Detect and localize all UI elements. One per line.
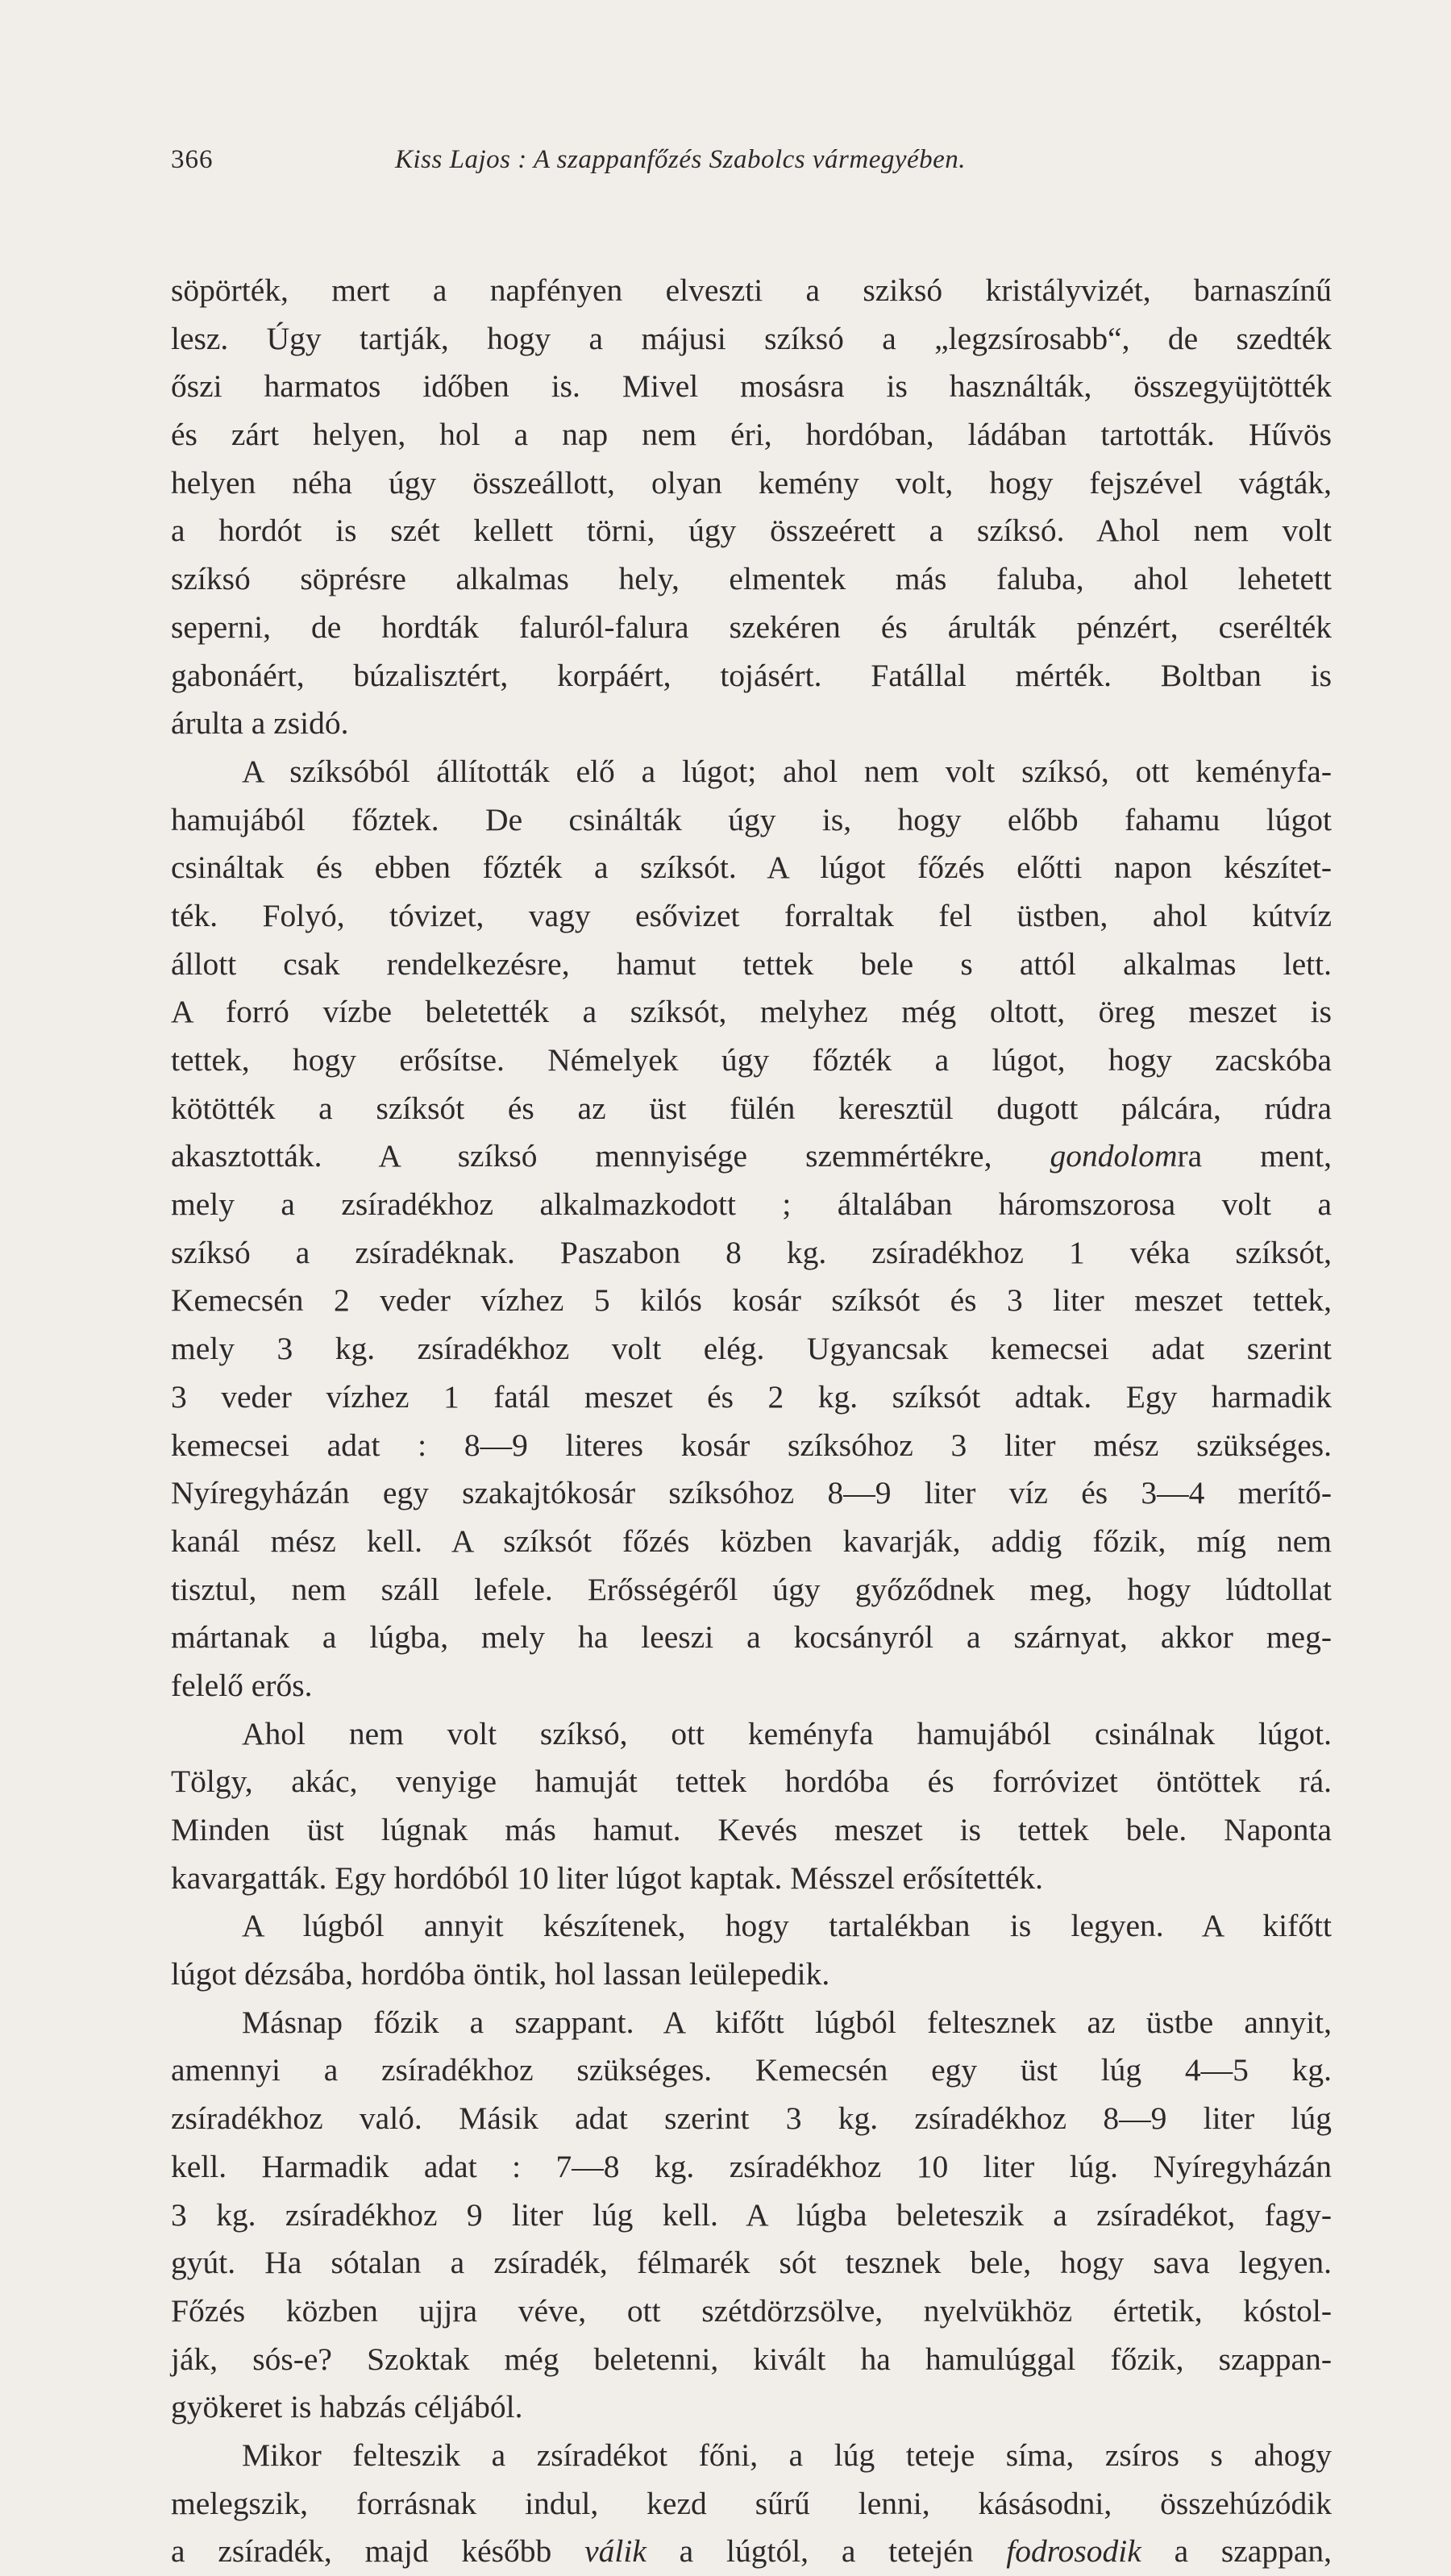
- text-line: kanál mész kell. A szíksót főzés közben kavarják, addig főzik, míg nem: [171, 1523, 1332, 1559]
- text-line: állott csak rendelkezésre, hamut tettek bele s attól alkalmas lett.: [171, 945, 1332, 982]
- text-line: Minden üst lúgnak más hamut. Kevés meszet is tettek bele. Naponta: [171, 1812, 1332, 1847]
- text-line: csináltak és ebben főzték a szíksót. A lúgot főzés előtti napon készítet-: [171, 850, 1332, 886]
- text-line: melegszik, forrásnak indul, kezd sűrű lenni, kásásodni, összehúzódik: [171, 2485, 1332, 2521]
- italic-word: gondolom: [1050, 1138, 1178, 1174]
- text-line: a hordót is szét kellett törni, úgy összeérett a szíksó. Ahol nem volt: [171, 513, 1332, 549]
- text-line: [171, 2528, 1332, 2576]
- text-line: tettek, hogy erősítse. Némelyek úgy főzték a lúgot, hogy zacskóba: [171, 1042, 1332, 1078]
- text-line: Mikor felteszik a zsíradékot főni, a lúg teteje síma, zsíros s ahogy: [242, 2437, 1332, 2473]
- text-line: helyen néha úgy összeállott, olyan kemény volt, hogy fejszével vágták,: [171, 464, 1332, 501]
- text-line: zsíradékhoz való. Másik adat szerint 3 kg. zsíradékhoz 8—9 liter lúg: [171, 2100, 1332, 2137]
- page-number: 366: [171, 145, 214, 174]
- running-head: Kiss Lajos : A szappanfőzés Szabolcs vármegyében.: [395, 145, 967, 174]
- text-line: Kemecsén 2 veder vízhez 5 kilós kosár szíksót és 3 liter meszet tettek,: [171, 1282, 1332, 1319]
- text-line: 3 kg. zsíradékhoz 9 liter lúg kell. A lúgba beleteszik a zsíradékot, fagy-: [171, 2196, 1332, 2233]
- text-line: seperni, de hordták faluról-falura szekéren és árulták pénzért, cserélték: [171, 609, 1332, 645]
- text-line: amennyi a zsíradékhoz szükséges. Kemecsén egy üst lúg 4—5 kg.: [171, 2052, 1332, 2088]
- italic-word: válik: [584, 2533, 647, 2570]
- text-line: mely a zsíradékhoz alkalmazkodott ; általában háromszorosa volt a: [171, 1186, 1332, 1223]
- text-segment: a zsíradék, majd később: [171, 2533, 585, 2570]
- italic-word: fodrosodik: [1006, 2533, 1141, 2570]
- text-line: tisztul, nem száll lefele. Erősségéről úgy győződnek meg, hogy lúdtollat: [171, 1571, 1332, 1607]
- text-line: kavargatták. Egy hordóból 10 liter lúgot kaptak. Mésszel erősítették.: [171, 1859, 1043, 1896]
- body-text: [171, 267, 1332, 2576]
- text-line: Főzés közben ujjra véve, ott szétdörzsölve, nyelvükhöz értetik, kóstol-: [171, 2292, 1332, 2329]
- text-line: kemecsei adat : 8—9 literes kosár szíksóhoz 3 liter mész szükséges.: [171, 1427, 1332, 1463]
- text-segment: a lúgtól, a tetején: [646, 2533, 1007, 2570]
- text-segment: akasztották. A szíksó mennyisége szemmértékre,: [171, 1138, 1050, 1174]
- text-line: lúgot dézsába, hordóba öntik, hol lassan leülepedik.: [171, 1956, 830, 1992]
- text-line: felelő erős.: [171, 1667, 313, 1703]
- text-line: Ahol nem volt szíksó, ott keményfa hamujából csinálnak lúgot.: [242, 1715, 1332, 1751]
- text-line: mártanak a lúgba, mely ha leeszi a kocsányról a szárnyat, akkor meg-: [171, 1619, 1332, 1656]
- text-line: gabonáért, búzalisztért, korpáért, tojásért. Fatállal mérték. Boltban is: [171, 657, 1332, 693]
- text-line: A forró vízbe beletették a szíksót, melyhez még oltott, öreg meszet is: [171, 994, 1332, 1030]
- text-line: szíksó söprésre alkalmas hely, elmentek más faluba, ahol lehetett: [171, 561, 1332, 597]
- text-segment: ra ment,: [1177, 1138, 1332, 1174]
- text-line: árulta a zsidó.: [171, 705, 349, 742]
- text-line: A lúgból annyit készítenek, hogy tartalékban is legyen. A kifőtt: [242, 1908, 1332, 1944]
- text-line: lesz. Úgy tartják, hogy a májusi szíksó a „legzsírosabb“, de szedték: [171, 320, 1332, 356]
- text-line: gyút. Ha sótalan a zsíradék, félmarék sót tesznek bele, hogy sava legyen.: [171, 2245, 1332, 2281]
- text-line: hamujából főztek. De csinálták úgy is, hogy előbb fahamu lúgot: [171, 801, 1332, 837]
- text-line: A szíksóból állították elő a lúgot; ahol nem volt szíksó, ott keményfa-: [242, 753, 1332, 789]
- text-line: kötötték a szíksót és az üst fülén keresztül dugott pálcára, rúdra: [171, 1090, 1332, 1126]
- text-line: söpörték, mert a napfényen elveszti a sziksó kristályvizét, barnaszínű: [171, 272, 1332, 308]
- text-line: gyökeret is habzás céljából.: [171, 2389, 523, 2425]
- text-line: Tölgy, akác, venyige hamuját tettek hordóba és forróvizet öntöttek rá.: [171, 1764, 1332, 1800]
- page-header: [171, 145, 1332, 193]
- text-line: ják, sós-e? Szoktak még beletenni, kivált ha hamulúggal főzik, szappan-: [171, 2341, 1332, 2377]
- text-line: mely 3 kg. zsíradékhoz volt elég. Ugyancsak kemecsei adat szerint: [171, 1331, 1332, 1367]
- text-line: őszi harmatos időben is. Mivel mosásra is használták, összegyüjtötték: [171, 368, 1332, 405]
- text-line: [171, 1132, 1332, 1181]
- text-line: ték. Folyó, tóvizet, vagy esővizet forraltak fel üstben, ahol kútvíz: [171, 897, 1332, 933]
- text-line: és zárt helyen, hol a nap nem éri, hordóban, ládában tartották. Hűvös: [171, 417, 1332, 453]
- text-segment: a szappan,: [1141, 2533, 1332, 2570]
- text-line: Másnap főzik a szappant. A kifőtt lúgból feltesznek az üstbe annyit,: [242, 2004, 1332, 2040]
- text-line: 3 veder vízhez 1 fatál meszet és 2 kg. szíksót adtak. Egy harmadik: [171, 1378, 1332, 1415]
- text-line: Nyíregyházán egy szakajtókosár szíksóhoz 8—9 liter víz és 3—4 merítő-: [171, 1475, 1332, 1511]
- text-line: kell. Harmadik adat : 7—8 kg. zsíradékhoz 10 liter lúg. Nyíregyházán: [171, 2148, 1332, 2184]
- text-line: szíksó a zsíradéknak. Paszabon 8 kg. zsíradékhoz 1 véka szíksót,: [171, 1234, 1332, 1270]
